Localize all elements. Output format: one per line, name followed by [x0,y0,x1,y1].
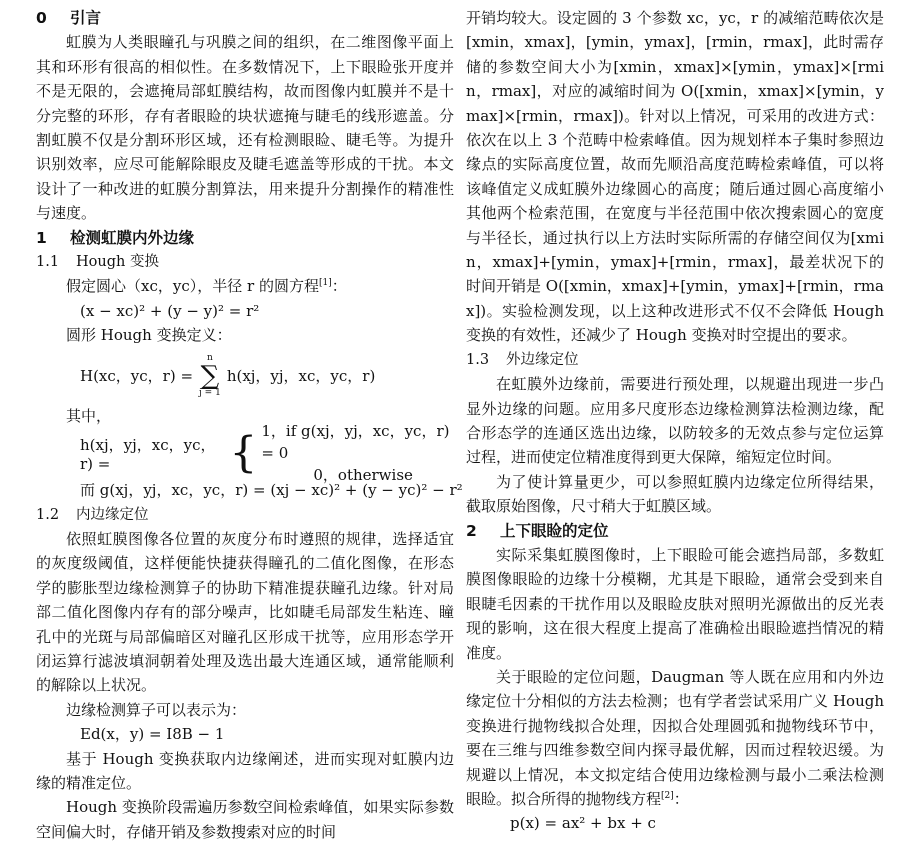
hough-sum-equation [36,348,454,404]
g-function-equation: 而 g(xj，yj，xc，yc，r) = (xj − xc)² + (y − yc)² − r² [80,481,463,500]
parabola-equation: p(x) = ax² + bx + c [510,814,656,833]
assumption-colon: ： [331,277,347,296]
subsection-1-3-heading [466,348,884,372]
intro-paragraph: 虹膜为人类眼瞳孔与巩膜之间的组织，在二维图像平面上其和环形有很高的相似性。在多数情况下，上下眼睑张开度并不是无限的，会遮掩局部虹膜结构，故而图像内虹膜并不是十分完整的环形，存有者眼睑的块状遮掩与睫毛的线形遮盖。分割虹膜不仅是分割环形区域，还有检测眼睑、睫毛等。为提升识别效率，应尽可能解除眼皮及睫毛遮盖等形成的干扰。本文设计了一种改进的虹膜分割算法，用来提升分割操作的精准性与速度。 [36,33,454,223]
circle-equation: (x − xc)² + (y − y)² = r² [80,301,260,320]
section-number: 1 [36,228,47,247]
assumption-text: 假定圆心（xc，yc），半径 r 的圆方程 [66,277,319,296]
subsection-1-1-heading [36,250,454,274]
operator-text: 边缘检测算子可以表示为： [66,700,247,719]
right-column [466,6,884,836]
piecewise-lhs: h(xj，yj，xc，yc，r) = [80,435,216,473]
subsection-title: 外边缘定位 [506,351,579,368]
summation-symbol [199,354,221,398]
sum-lower-limit: j = 1 [199,387,221,398]
subsection-number: 1.3 [466,351,490,368]
piecewise-equation [36,422,454,485]
section-0-heading [36,6,454,30]
subsection-number: 1.2 [36,506,60,523]
citation-ref-2: [2] [661,791,674,801]
section-1-heading [36,226,454,250]
subsection-title: Hough 变换 [76,254,159,271]
where-text: 其中， [66,406,112,425]
section-2-heading [466,519,884,543]
left-column [36,6,463,844]
eyelid-paragraph-2 [466,665,884,811]
section-title: 检测虹膜内外边缘 [70,228,195,247]
hough-definition-text: 圆形 Hough 变换定义： [66,326,232,345]
subsection-title: 内边缘定位 [76,506,149,523]
section-title: 引言 [70,9,102,27]
case-two: 0，otherwise [313,466,413,485]
citation-ref-1: [1] [318,278,332,289]
section-number: 0 [36,9,47,27]
outer-edge-paragraph-2: 为了使计算量更少，可以参照虹膜内边缘定位所得结果，截取原始图像，尺寸稍大于虹膜区域。 [466,472,884,516]
hough-based-paragraph: 基于 Hough 变换获取内边缘阐述，进而实现对虹膜内边缘的精准定位。 [36,749,454,792]
edge-operator-equation: Ed(x，y) = I8B − 1 [80,725,225,744]
hough-stage-paragraph: Hough 变换阶段需遍历参数空间检索峰值，如果实际参数空间偏大时，存储开销及参数搜索对应的时间 [36,798,454,841]
section-title: 上下眼睑的定位 [500,521,609,540]
continued-paragraph: 开销均较大。设定圆的 3 个参数 xc，yc，r 的减缩范畴依次是[xmin，xmax]，[ymin，ymax]，[rmin，rmax]，此时需存储的参数空间大小为[xmin，xmax]×[ymin，ymax]×[rmin，rmax]，对应的减缩时间为 O([xmin，xmax]×[ymin，ymax]×[rmin，rmax])。针对以上情况，可采用的改进方式：依次在以上 3 个范畴中检索峰值。因为规划样本子集时参照边缘点的实际高度位置，故而先顺沿高度范畴检索峰值，可以将该峰值定义成虹膜外边缘圆心的高度；随后通过圆心高度缩小其他两个检索范围，在宽度与半径范围中依次搜索圆心的宽度与半径长，通过执行以上方法时实际所需的存储空间仅为[xmin，xmax]+[ymin，ymax]+[rmin，rmax]，最差状况下的时间开销是 O([xmin，xmax]+[ymin，ymax]+[rmin，rmax])。实验检测发现，以上这种改进形式不仅不会降低 Hough 变换的有效性，还减少了 Hough 变换对时空提出的要求。 [466,9,884,345]
eyelid-colon: ： [673,790,689,808]
outer-edge-paragraph-1: 在虹膜外边缘前，需要进行预处理，以规避出现进一步凸显外边缘的问题。应用多尺度形态边缘检测算法检测边缘，配合形态学的连通区选出边缘，以防较多的无效点参与定位运算过程，进而使定位精准度得到更大保障，缩短定位时间。 [466,375,884,467]
subsection-1-2-heading [36,503,454,527]
case-one: 1，if g(xj，yj，xc，yc，r) = 0 [261,422,450,463]
sum-upper-limit: n [207,352,213,363]
inner-edge-paragraph: 依照虹膜图像各位置的灰度分布时遵照的规律，选择适宜的灰度级阈值，这样便能快捷获得瞳孔的二值化图像，在形态学的膨胀型边缘检测算子的协助下精准提获瞳孔边缘。针对局部二值化图像内存有的部分噪声，比如睫毛局部发生粘连、瞳孔中的光斑与局部偏暗区对瞳孔区形成干扰等，应用形态学开闭运算行滤波填洞朝着处理及选出最大连通区域，通常能顺利的解除以上状况。 [36,529,454,695]
subsection-number: 1.1 [36,254,60,271]
equation-lhs: H(xc，yc，r) = [80,367,194,386]
equation-rhs: h(xj，yj，xc，yc，r) [226,367,376,386]
circle-assumption-text [36,274,454,298]
piecewise-cases [261,420,454,486]
section-number: 2 [466,521,477,540]
sigma-glyph: ∑ [200,360,220,391]
eyelid-text: 关于眼睑的定位问题，Daugman 等人既在应用和内外边缘定位十分相似的方法去检测；也有学者尝试采用广义 Hough 变换进行抛物线拟合处理，因拟合处理圆弧和抛物线环节中，要在三维与四维参数空间内探寻最优解，因而过程较迟缓。为规避以上情况，本文拟定结合使用边缘检测与最小二乘法检测眼睑。拟合所得的抛物线方程 [466,667,884,808]
eyelid-paragraph-1: 实际采集虹膜图像时，上下眼睑可能会遮挡局部，多数虹膜图像眼睑的边缘十分模糊，尤其是下眼睑，通常会受到来自眼睫毛因素的干扰作用以及眼睑皮肤对照明光源做出的反光表现的影响，这在很大程度上提高了准确检出眼睑遮挡情况的精准度。 [466,545,884,662]
brace-glyph: { [229,428,258,477]
